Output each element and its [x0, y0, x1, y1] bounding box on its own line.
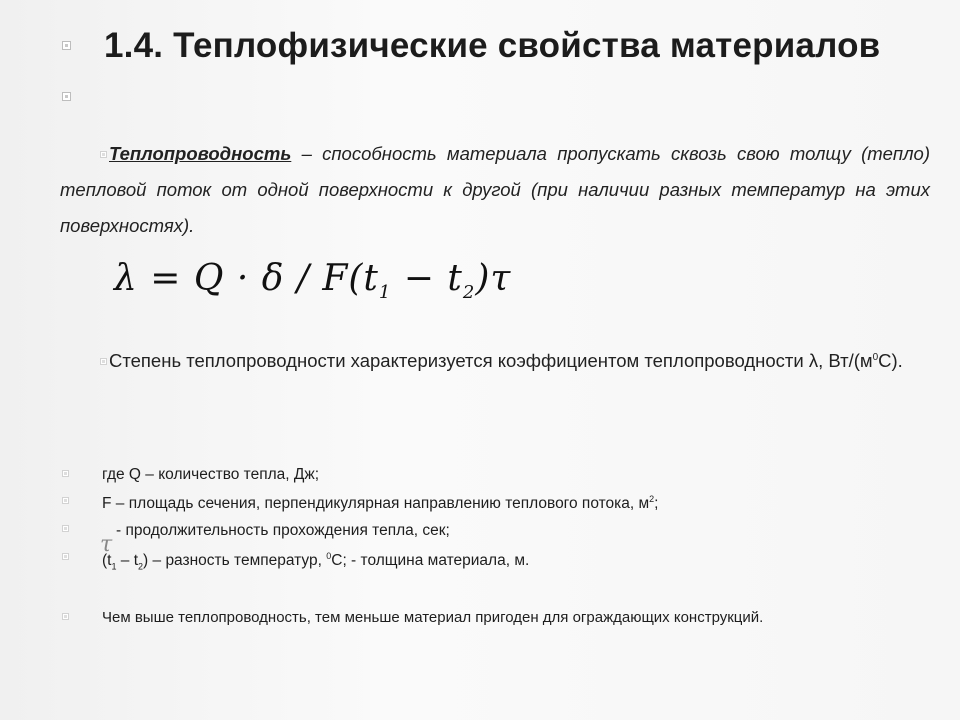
legend-t-sub2: 2 [138, 561, 144, 572]
legend-q: где Q – количество тепла, Дж; [102, 466, 320, 483]
bullet-icon-tau [62, 525, 69, 532]
bullet-icon-coefficient [100, 358, 107, 365]
legend-tau: - продолжительность прохождения тепла, сек; [116, 522, 450, 539]
legend-f-sup: 2 [649, 494, 655, 504]
formula-tail: )τ [475, 258, 512, 299]
thermal-conductivity-formula [114, 258, 511, 303]
coefficient-sup: 0 [872, 352, 879, 363]
bullet-icon-empty [62, 92, 71, 101]
legend-t [102, 551, 529, 571]
formula-sub2: 2 [462, 282, 476, 304]
bullet-icon-title [62, 41, 71, 50]
bullet-icon-t [62, 553, 69, 560]
legend-t-end: С; - толщина материала, м. [331, 552, 530, 570]
coefficient-end: С). [878, 350, 903, 372]
conclusion-text: Чем выше теплопроводность, тем меньше материал пригоден для ограждающих конструкций. [102, 609, 764, 626]
slide-title: 1.4. Теплофизические свойства материалов [104, 26, 881, 65]
legend-f-text: F – площадь сечения, перпендикулярная направлению теплового потока, м [102, 495, 650, 513]
legend-t-mid: – t [116, 552, 139, 570]
legend-t-sup: 0 [326, 551, 332, 561]
formula-minus: − t [391, 258, 463, 299]
formula-eq: = Q · δ / F(t [137, 258, 379, 299]
definition-text: – способность материала пропускать сквозь свою толщу (тепло) тепловой поток от одной поверхности к другой (при наличии разных температур на этих поверхностях). [60, 143, 930, 236]
legend-f [102, 494, 658, 513]
legend-t-rest: ) – разность температур, [143, 552, 327, 570]
legend-t-open: (t [102, 552, 112, 570]
coefficient-text: Степень теплопроводности характеризуется коэффициентом теплопроводности λ, Вт/(м [109, 350, 873, 372]
definition-term: Теплопроводность [109, 143, 292, 164]
definition-paragraph [60, 136, 930, 244]
tau-symbol: τ [100, 532, 113, 557]
bullet-icon-q [62, 470, 69, 477]
coefficient-paragraph [60, 340, 930, 379]
formula-sub1: 1 [378, 282, 392, 304]
bullet-icon-definition [100, 151, 107, 158]
formula-lambda: λ [114, 258, 138, 299]
legend-f-end: ; [654, 495, 659, 513]
bullet-icon-conclusion [62, 613, 69, 620]
legend-t-sub1: 1 [111, 561, 117, 572]
bullet-icon-f [62, 497, 69, 504]
